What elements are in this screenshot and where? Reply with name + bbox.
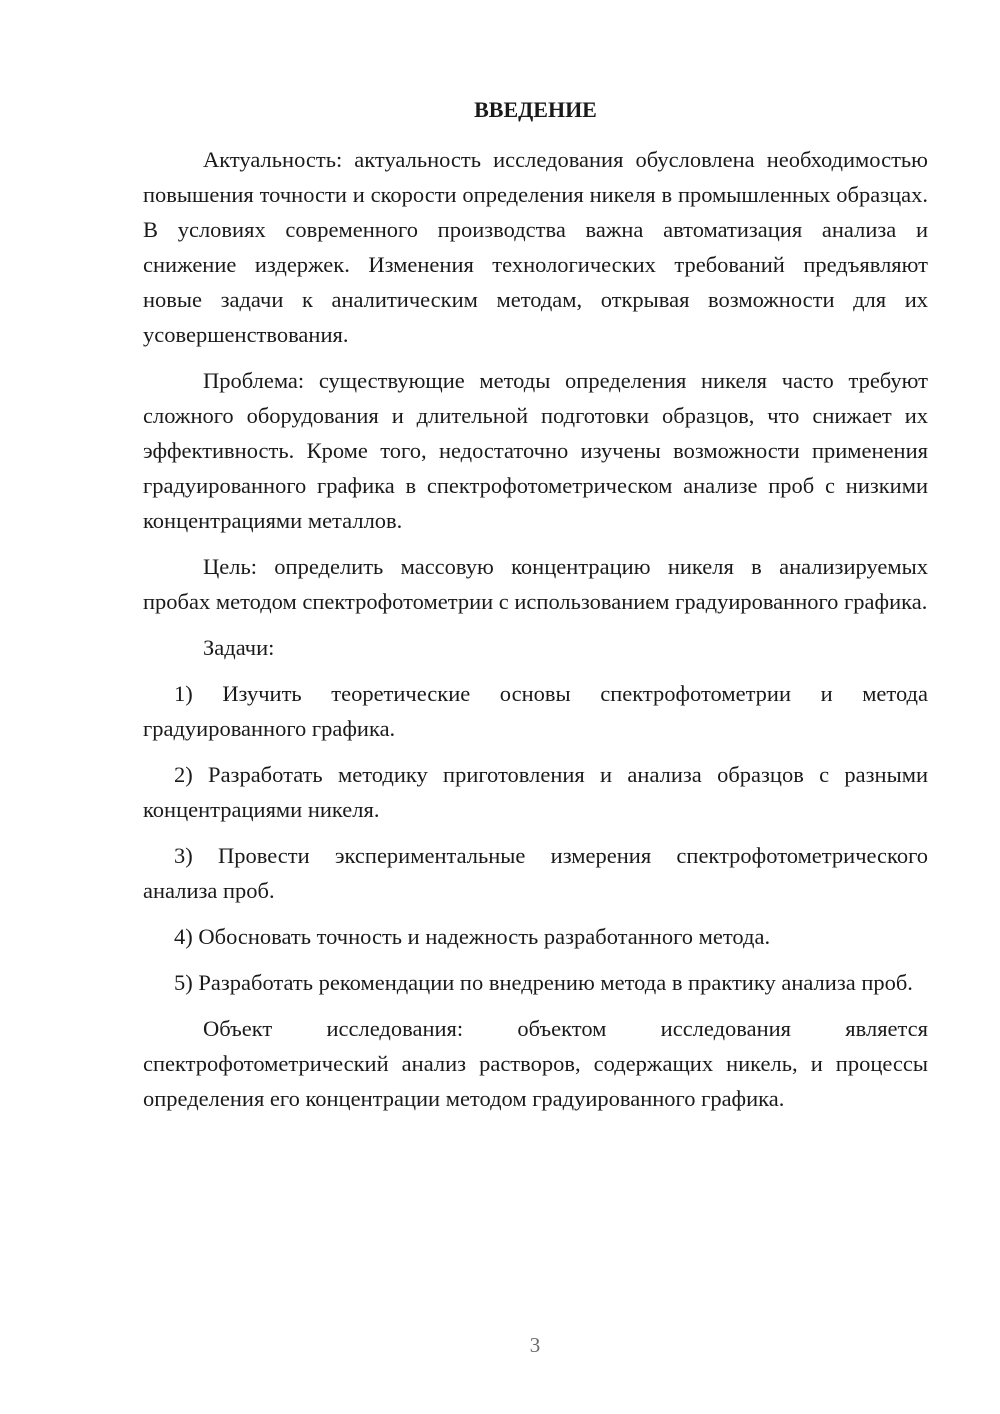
- page-number: 3: [529, 1333, 541, 1357]
- task-item: 5) Разработать рекомендации по внедрению метода в практику анализа проб.: [174, 970, 913, 995]
- object-paragraph: Объект исследования: объектом исследования является спектрофотометрический анализ растворов, содержащих никель, и процессы определения его концентрации методом градуированного графика.: [143, 1016, 928, 1111]
- relevance-paragraph: Актуальность: актуальность исследования обусловлена необходимостью повышения точности и скорости определения никеля в промышленных образцах. В условиях современного производства важна автоматизация анализа и снижение издержек. Изменения технологических требований предъявляют новые задачи к аналитическим методам, открывая возможности для их усовершенствования.: [143, 147, 928, 347]
- section-title: ВВЕДЕНИЕ: [474, 97, 597, 122]
- task-item: 4) Обосновать точность и надежность разработанного метода.: [174, 924, 771, 949]
- task-item: 3) Провести экспериментальные измерения спектрофотометрического анализа проб.: [143, 843, 928, 903]
- page-content: [143, 92, 928, 1127]
- task-item: 1) Изучить теоретические основы спектрофотометрии и метода градуированного графика.: [143, 681, 928, 741]
- problem-paragraph: Проблема: существующие методы определения никеля часто требуют сложного оборудования и длительной подготовки образцов, что снижает их эффективность. Кроме того, недостаточно изучены возможности применения градуированного графика в спектрофотометрическом анализе проб с низкими концентрациями металлов.: [143, 368, 928, 533]
- tasks-list: [143, 676, 928, 1000]
- tasks-heading: Задачи:: [203, 635, 275, 660]
- goal-paragraph: Цель: определить массовую концентрацию никеля в анализируемых пробах методом спектрофотометрии с использованием градуированного графика.: [143, 554, 928, 614]
- task-item: 2) Разработать методику приготовления и анализа образцов с разными концентрациями никеля.: [143, 762, 928, 822]
